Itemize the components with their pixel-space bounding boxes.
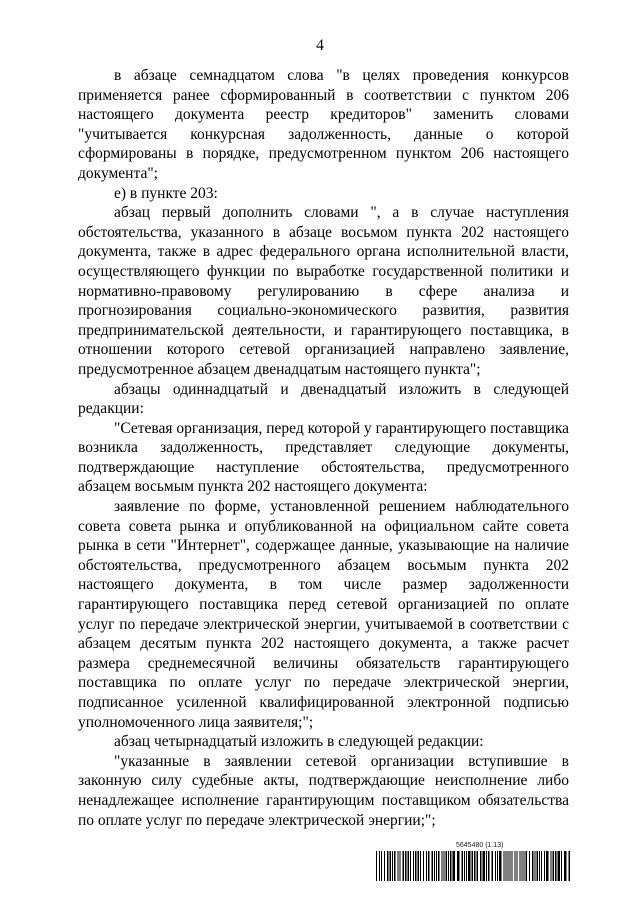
barcode-bar bbox=[512, 851, 513, 881]
barcode-bar bbox=[436, 851, 437, 881]
barcode-bar bbox=[497, 851, 498, 881]
barcode-bar bbox=[539, 851, 540, 881]
barcode-bar bbox=[480, 851, 482, 881]
barcode-bar bbox=[526, 851, 528, 881]
barcode-bar bbox=[413, 851, 414, 881]
barcode-bar bbox=[390, 851, 392, 881]
barcode-bar bbox=[408, 851, 410, 881]
barcode-bar bbox=[510, 851, 511, 881]
barcode-bar bbox=[477, 851, 479, 881]
barcode-bar bbox=[442, 851, 443, 881]
paragraph: е) в пункте 203: bbox=[114, 184, 218, 202]
barcode-bar bbox=[504, 851, 505, 881]
barcode-bar bbox=[561, 851, 562, 881]
barcode-bar bbox=[558, 851, 561, 881]
barcode-bar bbox=[450, 851, 452, 881]
barcode-bar bbox=[532, 851, 534, 881]
paragraph: в абзаце семнадцатом слова "в целях проведения конкурсов применяется ранее сформированный в соответствии с пунктом 206 настоящего документа реестр кредиторов" заменить словами "учитывается конкурсная задолженность, данные о которой сформированы в порядке, предусмотренном пунктом 206 настоящего документа"; bbox=[78, 67, 569, 182]
barcode-bar bbox=[462, 851, 464, 881]
barcode-bar bbox=[384, 851, 385, 881]
barcode-bar bbox=[434, 851, 435, 881]
barcode-bar bbox=[520, 851, 521, 881]
paragraph: абзацы одиннадцатый и двенадцатый изложить в следующей редакции: bbox=[78, 380, 569, 418]
barcode-bar bbox=[553, 851, 555, 881]
barcode-bar bbox=[392, 851, 393, 881]
barcode-bar bbox=[564, 851, 567, 881]
barcode-bar bbox=[381, 851, 382, 881]
barcode-bar bbox=[428, 851, 430, 881]
barcode-bar bbox=[453, 851, 456, 881]
barcode bbox=[376, 851, 572, 881]
barcode-bar bbox=[457, 851, 460, 881]
barcode-bar bbox=[394, 851, 396, 881]
barcode-bar bbox=[418, 851, 420, 881]
barcode-bar bbox=[524, 851, 525, 881]
barcode-bar bbox=[483, 851, 486, 881]
paragraph: абзац первый дополнить словами ", а в случае наступления обстоятельства, указанного в абзаце восьмом пункта 202 настоящего документа, также в адрес федерального органа исполнительной власти, осуществляющего функции по выработке государственной политики и нормативно-правовому регулированию в сфере анализа и прогнозирования социально-экономического развития, развития предпринимательской деятельности, и гарантирующего поставщика, в отношении которого сетевой организацией направлено заявление, предусмотренное абзацем двенадцатым настоящего пункта"; bbox=[78, 204, 569, 378]
barcode-bar bbox=[468, 851, 471, 881]
barcode-bar bbox=[546, 851, 549, 881]
barcode-bar bbox=[400, 851, 401, 881]
barcode-bar bbox=[551, 851, 552, 881]
barcode-bar bbox=[486, 851, 487, 881]
barcode-bar bbox=[426, 851, 427, 881]
barcode-bar bbox=[432, 851, 434, 881]
document-code: 5645480 (1.13) bbox=[456, 842, 504, 849]
barcode-bar bbox=[535, 851, 536, 881]
barcode-bar bbox=[529, 851, 530, 881]
barcode-bar bbox=[387, 851, 389, 881]
paragraph: заявление по форме, установленной решением наблюдательного совета совета рынка и опубликованной на официальном сайте совета рынка в сети "Интернет", содержащее данные, указывающие на наличие обстоятельства, предусмотренного абзацем восьмым пункта 202 настоящего документа, в том числе размер задолженности гарантирующего поставщика перед сетевой организацией по оплате услуг по передаче электрической энергии, учитываемой в соответствии с абзацем десятым пункта 202 настоящего документа, а также расчет размера среднемесячной величины обязательств гарантирующего поставщика по оплате услуг по передаче электрической энергии, подписанное усиленной квалифицированной электронной подписью уполномоченного лица заявителя;"; bbox=[78, 498, 569, 731]
barcode-bar bbox=[506, 851, 507, 881]
barcode-bar bbox=[537, 851, 539, 881]
barcode-bar bbox=[472, 851, 474, 881]
barcode-bar bbox=[423, 851, 424, 881]
barcode-bar bbox=[492, 851, 494, 881]
barcode-bar bbox=[410, 851, 411, 881]
barcode-bar bbox=[438, 851, 440, 881]
barcode-bar bbox=[420, 851, 421, 881]
barcode-bar bbox=[544, 851, 545, 881]
barcode-bar bbox=[522, 851, 523, 881]
barcode-bar bbox=[488, 851, 490, 881]
barcode-bar bbox=[555, 851, 557, 881]
paragraph: "Сетевая организация, перед которой у гарантирующего поставщика возникла задолженность, представляет следующие документы, подтверждающие наступление обстоятельства, предусмотренного абзацем восьмым пункта 202 настоящего документа: bbox=[78, 419, 569, 496]
paragraph: "указанные в заявлении сетевой организации вступившие в законную силу судебные акты, подтверждающие неисполнение либо ненадлежащее исполнение гарантирующим поставщиком обязательства по оплате услуг по передаче электрической энергии;"; bbox=[78, 752, 569, 829]
barcode-bar bbox=[495, 851, 496, 881]
barcode-bar bbox=[446, 851, 448, 881]
barcode-bar bbox=[444, 851, 445, 881]
barcode-bar bbox=[405, 851, 407, 881]
barcode-bar bbox=[499, 851, 502, 881]
barcode-bar bbox=[517, 851, 518, 881]
page-number: 4 bbox=[316, 37, 324, 54]
paragraph: абзац четырнадцатый изложить в следующей редакции: bbox=[114, 733, 484, 751]
barcode-bar bbox=[466, 851, 467, 881]
barcode-bar bbox=[403, 851, 405, 881]
barcode-bar bbox=[508, 851, 509, 881]
barcode-bar bbox=[541, 851, 542, 881]
barcode-bar bbox=[415, 851, 417, 881]
barcode-bar bbox=[448, 851, 449, 881]
barcode-bar bbox=[474, 851, 476, 881]
barcode-bar bbox=[515, 851, 516, 881]
document-body bbox=[78, 66, 569, 830]
barcode-bar bbox=[398, 851, 399, 881]
barcode-bar bbox=[379, 851, 380, 881]
barcode-bar bbox=[569, 851, 571, 881]
barcode-bar bbox=[464, 851, 465, 881]
barcode-bar bbox=[376, 851, 377, 881]
